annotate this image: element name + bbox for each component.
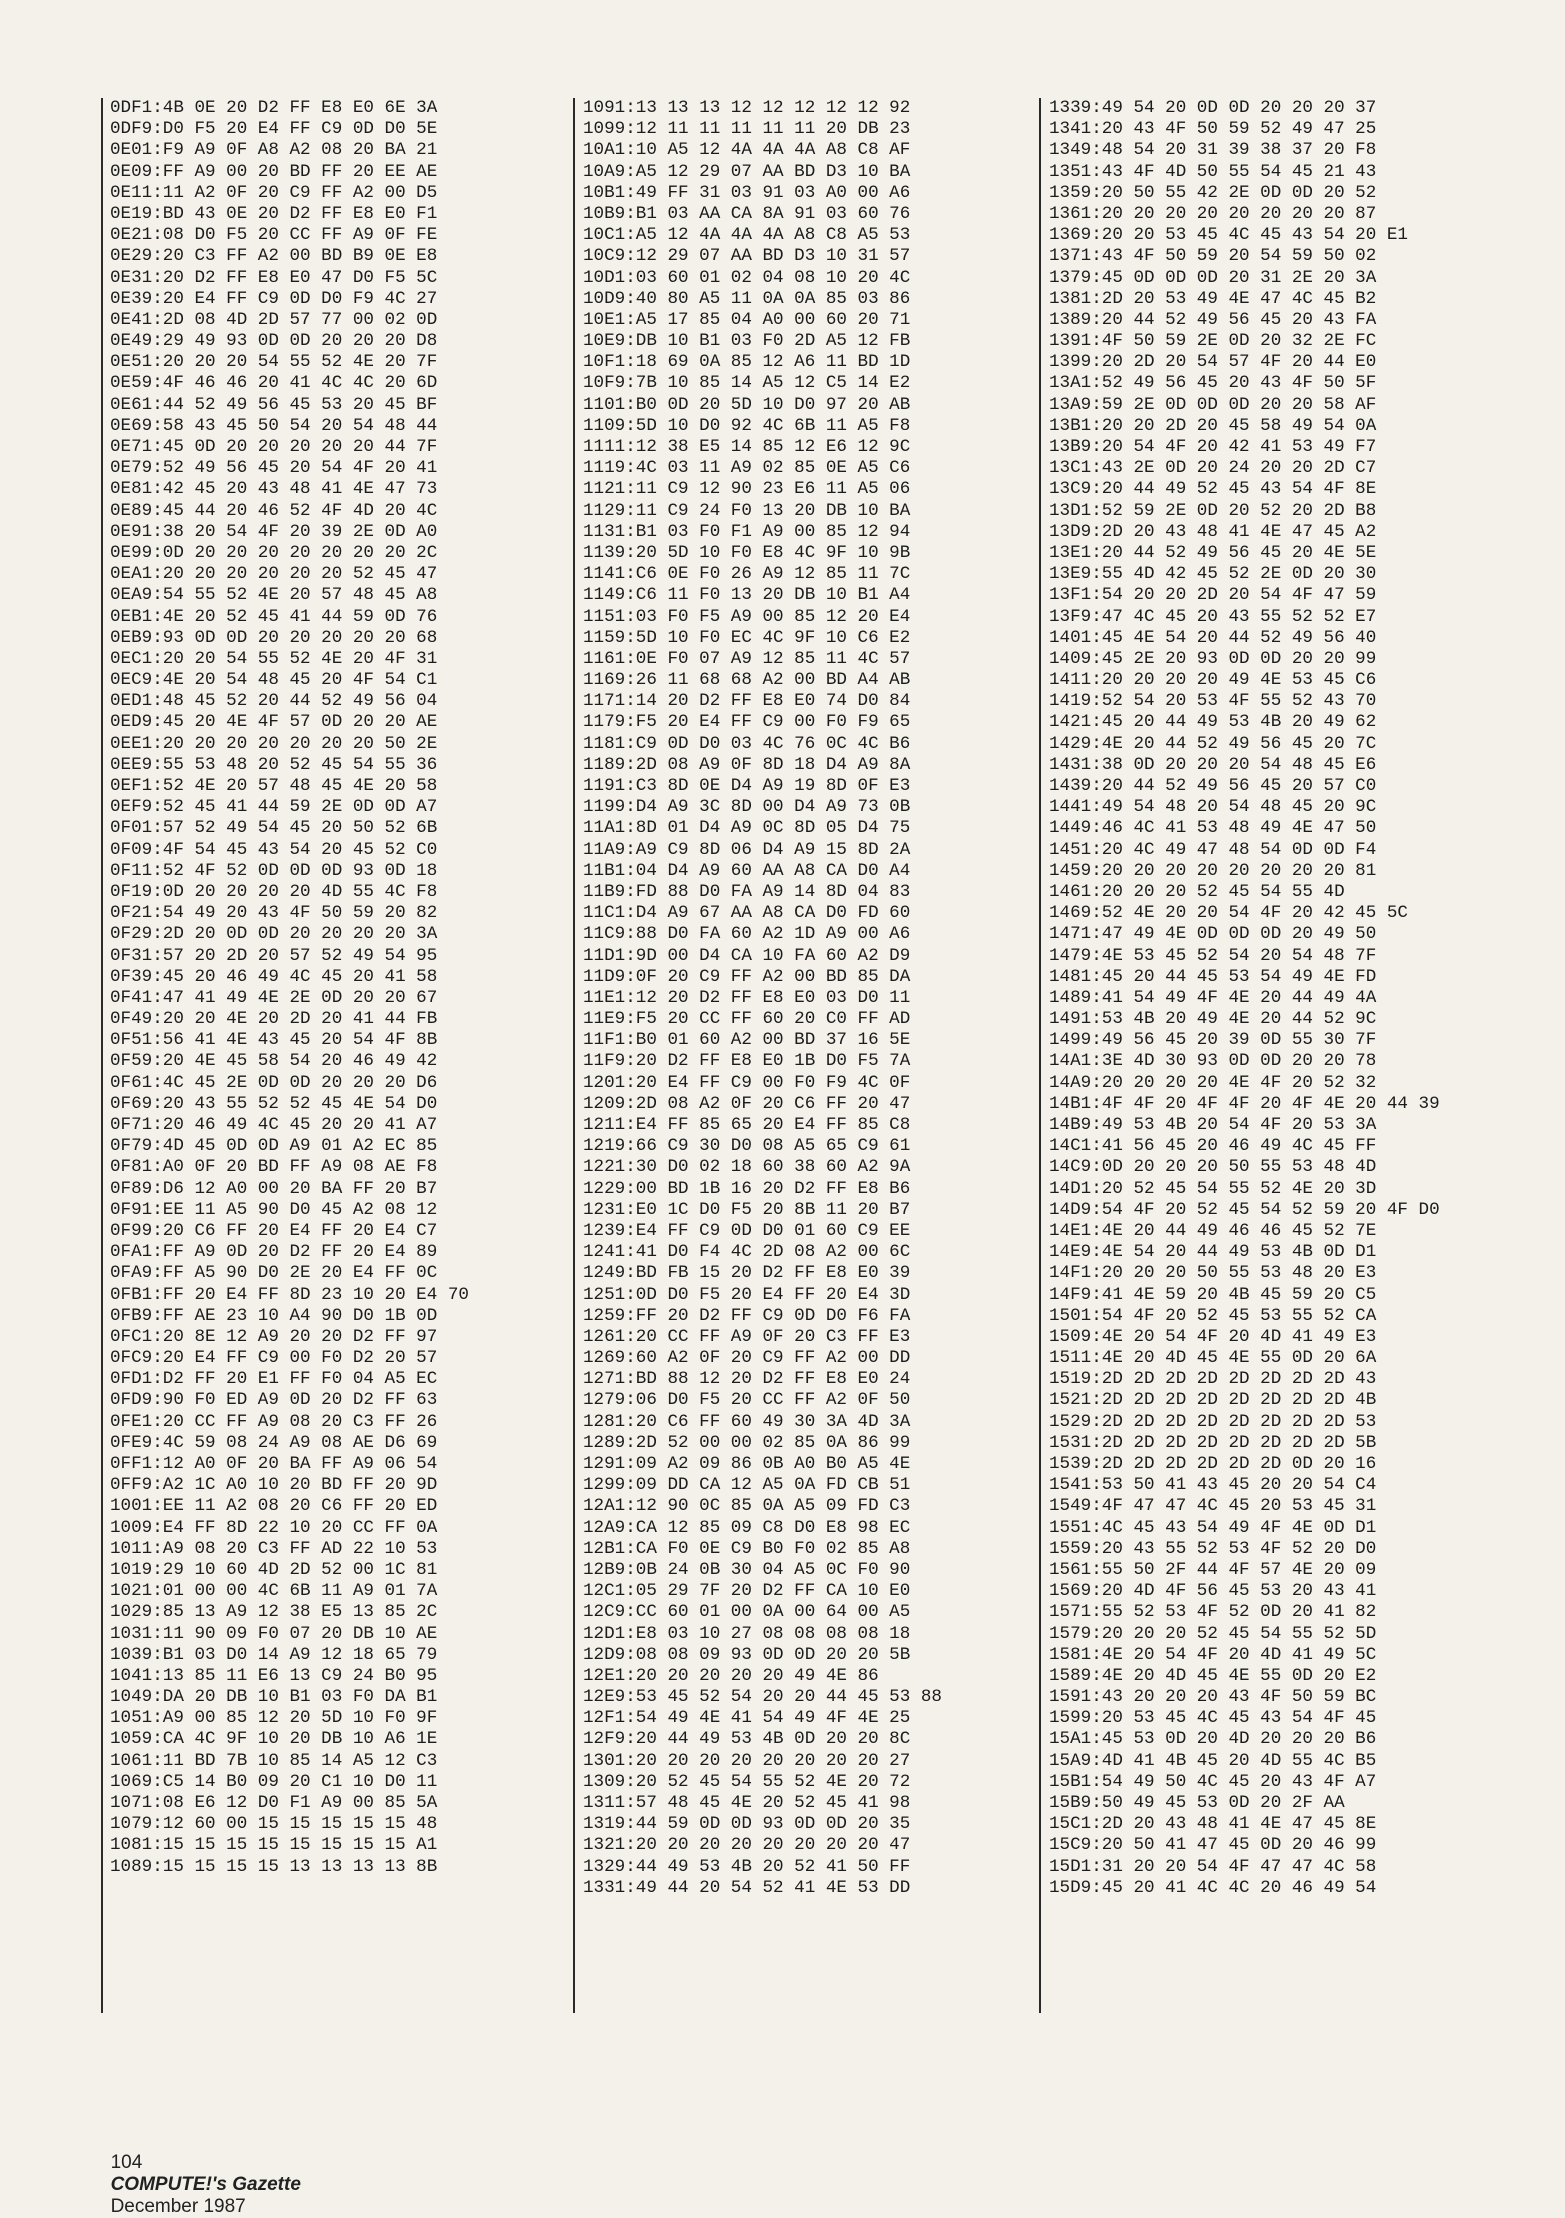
- listing-line: 14F1:20 20 20 50 55 53 48 20 E3: [1049, 1263, 1377, 1284]
- listing-line: 1121:11 C9 12 90 23 E6 11 A5 06: [583, 479, 911, 500]
- listing-line: 13A9:59 2E 0D 0D 0D 20 20 58 AF: [1049, 394, 1377, 415]
- listing-line: 13E1:20 44 52 49 56 45 20 4E 5E: [1049, 542, 1377, 563]
- listing-line: 10E9:DB 10 B1 03 F0 2D A5 12 FB: [583, 331, 911, 352]
- listing-line: 0E49:29 49 93 0D 0D 20 20 20 D8: [110, 331, 438, 352]
- listing-line: 1449:46 4C 41 53 48 49 4E 47 50: [1049, 818, 1377, 839]
- listing-line: 1221:30 D0 02 18 60 38 60 A2 9A: [583, 1157, 911, 1178]
- listing-line: 13F1:54 20 20 2D 20 54 4F 47 59: [1049, 585, 1377, 606]
- listing-line: 0FB1:FF 20 E4 FF 8D 23 10 20 E4 70: [110, 1284, 469, 1305]
- listing-line: 1429:4E 20 44 52 49 56 45 20 7C: [1049, 733, 1377, 754]
- listing-line: 1571:55 52 53 4F 52 0D 20 41 82: [1049, 1602, 1377, 1623]
- listing-line: 0F91:EE 11 A5 90 D0 45 A2 08 12: [110, 1199, 438, 1220]
- listing-line: 10C1:A5 12 4A 4A 4A A8 C8 A5 53: [583, 225, 911, 246]
- listing-line: 11B1:04 D4 A9 60 AA A8 CA D0 A4: [583, 860, 911, 881]
- listing-line: 11C1:D4 A9 67 AA A8 CA D0 FD 60: [583, 903, 911, 924]
- listing-line: 1539:2D 2D 2D 2D 2D 2D 0D 20 16: [1049, 1454, 1377, 1474]
- listing-line: 10C9:12 29 07 AA BD D3 10 31 57: [583, 246, 911, 267]
- listing-line: 0EE9:55 53 48 20 52 45 54 55 36: [110, 754, 438, 775]
- listing-line: 12D9:08 08 09 93 0D 0D 20 20 5B: [583, 1644, 911, 1665]
- listing-line: 1199:D4 A9 3C 8D 00 D4 A9 73 0B: [583, 797, 911, 818]
- listing-line: 0F79:4D 45 0D 0D A9 01 A2 EC 85: [110, 1136, 438, 1157]
- hex-listing-column-2: [583, 98, 1033, 2006]
- listing-line: 0F21:54 49 20 43 4F 50 59 20 82: [110, 903, 438, 924]
- listing-line: 1239:E4 FF C9 0D D0 01 60 C9 EE: [583, 1220, 911, 1241]
- listing-line: 1181:C9 0D D0 03 4C 76 0C 4C B6: [583, 733, 911, 754]
- listing-line: 1201:20 E4 FF C9 00 F0 F9 4C 0F: [583, 1072, 911, 1093]
- listing-line: 1379:45 0D 0D 0D 20 31 2E 20 3A: [1049, 267, 1377, 288]
- listing-line: 14E1:4E 20 44 49 46 46 45 52 7E: [1049, 1220, 1377, 1241]
- listing-line: 0EA1:20 20 20 20 20 20 52 45 47: [110, 564, 438, 585]
- listing-line: 1589:4E 20 4D 45 4E 55 0D 20 E2: [1049, 1665, 1377, 1686]
- listing-line: 14C9:0D 20 20 20 50 55 53 48 4D: [1049, 1157, 1377, 1178]
- listing-line: 1549:4F 47 47 4C 45 20 53 45 31: [1049, 1496, 1377, 1517]
- listing-line: 0FA9:FF A5 90 D0 2E 20 E4 FF 0C: [110, 1263, 438, 1284]
- listing-line: 10A1:10 A5 12 4A 4A 4A A8 C8 AF: [583, 140, 911, 161]
- listing-line: 14F9:41 4E 59 20 4B 45 59 20 C5: [1049, 1284, 1377, 1305]
- hex-listing-column-1: [110, 98, 560, 2006]
- listing-line: 1569:20 4D 4F 56 45 53 20 43 41: [1049, 1581, 1377, 1602]
- listing-line: 12A9:CA 12 85 09 C8 D0 E8 98 EC: [583, 1517, 911, 1538]
- listing-line: 1479:4E 53 45 52 54 20 54 48 7F: [1049, 945, 1377, 966]
- listing-line: 1041:13 85 11 E6 13 C9 24 B0 95: [110, 1665, 438, 1686]
- listing-line: 0E29:20 C3 FF A2 00 BD B9 0E E8: [110, 246, 438, 267]
- listing-line: 12A1:12 90 0C 85 0A A5 09 FD C3: [583, 1496, 911, 1517]
- listing-line: 0FA1:FF A9 0D 20 D2 FF 20 E4 89: [110, 1242, 438, 1263]
- listing-line: 10B9:B1 03 AA CA 8A 91 03 60 76: [583, 203, 911, 224]
- listing-line: 0F39:45 20 46 49 4C 45 20 41 58: [110, 966, 438, 987]
- listing-line: 1191:C3 8D 0E D4 A9 19 8D 0F E3: [583, 776, 911, 796]
- listing-line: 1411:20 20 20 20 49 4E 53 45 C6: [1049, 670, 1377, 691]
- listing-line: 0E61:44 52 49 56 45 53 20 45 BF: [110, 394, 438, 415]
- listing-line: 1079:12 60 00 15 15 15 15 15 48: [110, 1814, 438, 1835]
- listing-line: 13D1:52 59 2E 0D 20 52 20 2D B8: [1049, 500, 1377, 521]
- listing-line: 1409:45 2E 20 93 0D 0D 20 20 99: [1049, 648, 1377, 669]
- listing-line: 10F9:7B 10 85 14 A5 12 C5 14 E2: [583, 373, 911, 394]
- listing-line: 1361:20 20 20 20 20 20 20 20 87: [1049, 203, 1377, 224]
- listing-line: 0DF9:D0 F5 20 E4 FF C9 0D D0 5E: [110, 119, 438, 140]
- listing-line: 0F31:57 20 2D 20 57 52 49 54 95: [110, 945, 438, 966]
- listing-line: 1071:08 E6 12 D0 F1 A9 00 85 5A: [110, 1793, 438, 1813]
- listing-line: 0ED1:48 45 52 20 44 52 49 56 04: [110, 691, 438, 712]
- listing-line: 0E09:FF A9 00 20 BD FF 20 EE AE: [110, 161, 438, 182]
- listing-line: 1219:66 C9 30 D0 08 A5 65 C9 61: [583, 1136, 911, 1157]
- listing-line: 1439:20 44 52 49 56 45 20 57 C0: [1049, 776, 1377, 796]
- listing-line: 11D1:9D 00 D4 CA 10 FA 60 A2 D9: [583, 945, 911, 966]
- listing-line: 11F1:B0 01 60 A2 00 BD 37 16 5E: [583, 1030, 911, 1051]
- listing-line: 13F9:47 4C 45 20 43 55 52 52 E7: [1049, 606, 1377, 627]
- listing-line: 0FC1:20 8E 12 A9 20 20 D2 FF 97: [110, 1326, 438, 1347]
- listing-line: 14C1:41 56 45 20 46 49 4C 45 FF: [1049, 1136, 1377, 1157]
- listing-line: 0F29:2D 20 0D 0D 20 20 20 20 3A: [110, 924, 438, 945]
- listing-line: 15D1:31 20 20 54 4F 47 47 4C 58: [1049, 1856, 1377, 1877]
- listing-line: 0EB1:4E 20 52 45 41 44 59 0D 76: [110, 606, 438, 627]
- listing-line: 14A1:3E 4D 30 93 0D 0D 20 20 78: [1049, 1051, 1377, 1072]
- listing-line: 1119:4C 03 11 A9 02 85 0E A5 C6: [583, 458, 911, 479]
- listing-line: 0E91:38 20 54 4F 20 39 2E 0D A0: [110, 521, 438, 542]
- listing-line: 1049:DA 20 DB 10 B1 03 F0 DA B1: [110, 1687, 438, 1708]
- listing-line: 14D9:54 4F 20 52 45 54 52 59 20 4F D0: [1049, 1199, 1440, 1220]
- listing-line: 1129:11 C9 24 F0 13 20 DB 10 BA: [583, 500, 911, 521]
- listing-line: 10B1:49 FF 31 03 91 03 A0 00 A6: [583, 182, 911, 203]
- listing-line: 11F9:20 D2 FF E8 E0 1B D0 F5 7A: [583, 1051, 911, 1072]
- listing-line: 1011:A9 08 20 C3 FF AD 22 10 53: [110, 1538, 438, 1559]
- listing-line: 1261:20 CC FF A9 0F 20 C3 FF E3: [583, 1326, 911, 1347]
- listing-line: 1491:53 4B 20 49 4E 20 44 52 9C: [1049, 1009, 1377, 1030]
- listing-line: 1329:44 49 53 4B 20 52 41 50 FF: [583, 1856, 911, 1877]
- listing-line: 0F71:20 46 49 4C 45 20 20 41 A7: [110, 1115, 438, 1135]
- listing-line: 1259:FF 20 D2 FF C9 0D D0 F6 FA: [583, 1305, 911, 1326]
- listing-line: 14E9:4E 54 20 44 49 53 4B 0D D1: [1049, 1242, 1377, 1263]
- listing-line: 1039:B1 03 D0 14 A9 12 18 65 79: [110, 1644, 438, 1665]
- listing-line: 0DF1:4B 0E 20 D2 FF E8 E0 6E 3A: [110, 98, 438, 118]
- listing-line: 0F89:D6 12 A0 00 20 BA FF 20 B7: [110, 1178, 438, 1199]
- listing-line: 1459:20 20 20 20 20 20 20 20 81: [1049, 860, 1377, 881]
- listing-line: 1419:52 54 20 53 4F 55 52 43 70: [1049, 691, 1377, 712]
- listing-line: 0E19:BD 43 0E 20 D2 FF E8 E0 F1: [110, 203, 438, 224]
- listing-line: 12F1:54 49 4E 41 54 49 4F 4E 25: [583, 1708, 911, 1729]
- listing-line: 1511:4E 20 4D 45 4E 55 0D 20 6A: [1049, 1348, 1377, 1369]
- listing-line: 1289:2D 52 00 00 02 85 0A 86 99: [583, 1432, 911, 1453]
- listing-line: 0EE1:20 20 20 20 20 20 20 50 2E: [110, 733, 438, 754]
- listing-line: 0F01:57 52 49 54 45 20 50 52 6B: [110, 818, 438, 839]
- listing-line: 1291:09 A2 09 86 0B A0 B0 A5 4E: [583, 1454, 911, 1474]
- listing-line: 1061:11 BD 7B 10 85 14 A5 12 C3: [110, 1750, 438, 1771]
- listing-line: 0F61:4C 45 2E 0D 0D 20 20 20 D6: [110, 1072, 438, 1093]
- listing-line: 0F49:20 20 4E 20 2D 20 41 44 FB: [110, 1009, 438, 1030]
- listing-line: 11A9:A9 C9 8D 06 D4 A9 15 8D 2A: [583, 839, 911, 860]
- listing-line: 1301:20 20 20 20 20 20 20 20 27: [583, 1750, 911, 1771]
- page-footer: [100, 2130, 317, 2218]
- listing-line: 11E9:F5 20 CC FF 60 20 C0 FF AD: [583, 1009, 911, 1030]
- page-number: 104: [110, 2152, 143, 2173]
- listing-line: 13B1:20 20 2D 20 45 58 49 54 0A: [1049, 415, 1377, 436]
- listing-line: 10D9:40 80 A5 11 0A 0A 85 03 86: [583, 288, 911, 309]
- listing-line: 1209:2D 08 A2 0F 20 C6 FF 20 47: [583, 1093, 911, 1114]
- issue-date: December 1987: [110, 2196, 246, 2217]
- listing-line: 1029:85 13 A9 12 38 E5 13 85 2C: [110, 1602, 438, 1623]
- listing-line: 1021:01 00 00 4C 6B 11 A9 01 7A: [110, 1581, 438, 1602]
- magazine-name: COMPUTE!'s Gazette: [110, 2174, 301, 2195]
- listing-line: 1109:5D 10 D0 92 4C 6B 11 A5 F8: [583, 415, 911, 436]
- listing-line: 0FF1:12 A0 0F 20 BA FF A9 06 54: [110, 1454, 438, 1474]
- listing-line: 15C1:2D 20 43 48 41 4E 47 45 8E: [1049, 1814, 1377, 1835]
- listing-line: 13D9:2D 20 43 48 41 4E 47 45 A2: [1049, 521, 1377, 542]
- column-divider-middle-1: [573, 98, 575, 2013]
- listing-line: 1111:12 38 E5 14 85 12 E6 12 9C: [583, 437, 911, 457]
- listing-line: 1461:20 20 20 52 45 54 55 4D: [1049, 881, 1345, 902]
- listing-line: 0E31:20 D2 FF E8 E0 47 D0 F5 5C: [110, 267, 438, 288]
- listing-line: 13A1:52 49 56 45 20 43 4F 50 5F: [1049, 373, 1377, 394]
- listing-line: 1281:20 C6 FF 60 49 30 3A 4D 3A: [583, 1411, 911, 1432]
- listing-line: 1169:26 11 68 68 A2 00 BD A4 AB: [583, 670, 911, 691]
- column-divider-left: [101, 98, 103, 2013]
- listing-line: 0E99:0D 20 20 20 20 20 20 20 2C: [110, 542, 438, 563]
- listing-line: 1091:13 13 13 12 12 12 12 12 92: [583, 98, 911, 118]
- listing-line: 10F1:18 69 0A 85 12 A6 11 BD 1D: [583, 352, 911, 373]
- listing-line: 0EF9:52 45 41 44 59 2E 0D 0D A7: [110, 797, 438, 818]
- listing-line: 0F59:20 4E 45 58 54 20 46 49 42: [110, 1051, 438, 1072]
- listing-line: 1389:20 44 52 49 56 45 20 43 FA: [1049, 309, 1377, 330]
- listing-line: 1381:2D 20 53 49 4E 47 4C 45 B2: [1049, 288, 1377, 309]
- listing-line: 1131:B1 03 F0 F1 A9 00 85 12 94: [583, 521, 911, 542]
- listing-line: 0F09:4F 54 45 43 54 20 45 52 C0: [110, 839, 438, 860]
- listing-line: 0F19:0D 20 20 20 20 4D 55 4C F8: [110, 881, 438, 902]
- column-divider-middle-2: [1039, 98, 1041, 2013]
- listing-line: 12F9:20 44 49 53 4B 0D 20 20 8C: [583, 1729, 911, 1750]
- listing-line: 1231:E0 1C D0 F5 20 8B 11 20 B7: [583, 1199, 911, 1220]
- listing-line: 1229:00 BD 1B 16 20 D2 FF E8 B6: [583, 1178, 911, 1199]
- listing-line: 1561:55 50 2F 44 4F 57 4E 20 09: [1049, 1559, 1377, 1580]
- listing-line: 10A9:A5 12 29 07 AA BD D3 10 BA: [583, 161, 911, 182]
- listing-line: 1069:C5 14 B0 09 20 C1 10 D0 11: [110, 1771, 438, 1792]
- listing-line: 1099:12 11 11 11 11 11 20 DB 23: [583, 119, 911, 140]
- listing-line: 0F41:47 41 49 4E 2E 0D 20 20 67: [110, 987, 438, 1008]
- listing-line: 1089:15 15 15 15 13 13 13 13 8B: [110, 1856, 438, 1877]
- listing-line: 13C1:43 2E 0D 20 24 20 20 2D C7: [1049, 458, 1377, 479]
- listing-line: 1171:14 20 D2 FF E8 E0 74 D0 84: [583, 691, 911, 712]
- listing-line: 12C1:05 29 7F 20 D2 FF CA 10 E0: [583, 1581, 911, 1602]
- listing-line: 1141:C6 0E F0 26 A9 12 85 11 7C: [583, 564, 911, 585]
- listing-line: 12D1:E8 03 10 27 08 08 08 08 18: [583, 1623, 911, 1644]
- listing-line: 1031:11 90 09 F0 07 20 DB 10 AE: [110, 1623, 438, 1644]
- listing-line: 1319:44 59 0D 0D 93 0D 0D 20 35: [583, 1814, 911, 1835]
- listing-line: 1241:41 D0 F4 4C 2D 08 A2 00 6C: [583, 1242, 911, 1263]
- listing-line: 12B1:CA F0 0E C9 B0 F0 02 85 A8: [583, 1538, 911, 1559]
- listing-line: 0F99:20 C6 FF 20 E4 FF 20 E4 C7: [110, 1220, 438, 1241]
- listing-line: 1529:2D 2D 2D 2D 2D 2D 2D 2D 53: [1049, 1411, 1377, 1432]
- listing-line: 1279:06 D0 F5 20 CC FF A2 0F 50: [583, 1390, 911, 1411]
- listing-line: 1179:F5 20 E4 FF C9 00 F0 F9 65: [583, 712, 911, 733]
- listing-line: 0E69:58 43 45 50 54 20 54 48 44: [110, 415, 438, 436]
- listing-line: 1249:BD FB 15 20 D2 FF E8 E0 39: [583, 1263, 911, 1284]
- listing-line: 0EF1:52 4E 20 57 48 45 4E 20 58: [110, 776, 438, 796]
- listing-line: 1441:49 54 48 20 54 48 45 20 9C: [1049, 797, 1377, 818]
- listing-line: 0FD9:90 F0 ED A9 0D 20 D2 FF 63: [110, 1390, 438, 1411]
- listing-line: 1211:E4 FF 85 65 20 E4 FF 85 C8: [583, 1115, 911, 1135]
- listing-line: 1271:BD 88 12 20 D2 FF E8 E0 24: [583, 1369, 911, 1390]
- listing-line: 1139:20 5D 10 F0 E8 4C 9F 10 9B: [583, 542, 911, 563]
- listing-line: 1309:20 52 45 54 55 52 4E 20 72: [583, 1771, 911, 1792]
- listing-line: 1149:C6 11 F0 13 20 DB 10 B1 A4: [583, 585, 911, 606]
- listing-line: 1151:03 F0 F5 A9 00 85 12 20 E4: [583, 606, 911, 627]
- listing-line: 11C9:88 D0 FA 60 A2 1D A9 00 A6: [583, 924, 911, 945]
- listing-line: 1101:B0 0D 20 5D 10 D0 97 20 AB: [583, 394, 911, 415]
- listing-line: 13B9:20 54 4F 20 42 41 53 49 F7: [1049, 437, 1377, 457]
- listing-line: 0F51:56 41 4E 43 45 20 54 4F 8B: [110, 1030, 438, 1051]
- listing-line: 15C9:20 50 41 47 45 0D 20 46 99: [1049, 1835, 1377, 1856]
- listing-line: 1599:20 53 45 4C 45 43 54 4F 45: [1049, 1708, 1377, 1729]
- listing-line: 1059:CA 4C 9F 10 20 DB 10 A6 1E: [110, 1729, 438, 1750]
- listing-line: 1321:20 20 20 20 20 20 20 20 47: [583, 1835, 911, 1856]
- listing-line: 12E9:53 45 52 54 20 20 44 45 53 88: [583, 1687, 942, 1708]
- listing-line: 0E81:42 45 20 43 48 41 4E 47 73: [110, 479, 438, 500]
- listing-line: 1481:45 20 44 45 53 54 49 4E FD: [1049, 966, 1377, 987]
- listing-line: 1399:20 2D 20 54 57 4F 20 44 E0: [1049, 352, 1377, 373]
- listing-line: 0E71:45 0D 20 20 20 20 20 44 7F: [110, 437, 438, 457]
- listing-line: 0EB9:93 0D 0D 20 20 20 20 20 68: [110, 627, 438, 648]
- listing-line: 0FE1:20 CC FF A9 08 20 C3 FF 26: [110, 1411, 438, 1432]
- listing-line: 1331:49 44 20 54 52 41 4E 53 DD: [583, 1877, 911, 1898]
- listing-line: 1451:20 4C 49 47 48 54 0D 0D F4: [1049, 839, 1377, 860]
- listing-line: 0FE9:4C 59 08 24 A9 08 AE D6 69: [110, 1432, 438, 1453]
- listing-line: 15A1:45 53 0D 20 4D 20 20 20 B6: [1049, 1729, 1377, 1750]
- listing-line: 15B1:54 49 50 4C 45 20 43 4F A7: [1049, 1771, 1377, 1792]
- listing-line: 0F11:52 4F 52 0D 0D 0D 93 0D 18: [110, 860, 438, 881]
- listing-line: 1161:0E F0 07 A9 12 85 11 4C 57: [583, 648, 911, 669]
- listing-line: 1471:47 49 4E 0D 0D 0D 20 49 50: [1049, 924, 1377, 945]
- listing-line: 11D9:0F 20 C9 FF A2 00 BD 85 DA: [583, 966, 911, 987]
- listing-line: 1359:20 50 55 42 2E 0D 0D 20 52: [1049, 182, 1377, 203]
- listing-line: 12C9:CC 60 01 00 0A 00 64 00 A5: [583, 1602, 911, 1623]
- listing-line: 1591:43 20 20 20 43 4F 50 59 BC: [1049, 1687, 1377, 1708]
- listing-line: 0E59:4F 46 46 20 41 4C 4C 20 6D: [110, 373, 438, 394]
- listing-line: 15A9:4D 41 4B 45 20 4D 55 4C B5: [1049, 1750, 1377, 1771]
- listing-line: 1401:45 4E 54 20 44 52 49 56 40: [1049, 627, 1377, 648]
- listing-line: 0FD1:D2 FF 20 E1 FF F0 04 A5 EC: [110, 1369, 438, 1390]
- hex-listing-column-3: [1049, 98, 1499, 2006]
- listing-line: 14D1:20 52 45 54 55 52 4E 20 3D: [1049, 1178, 1377, 1199]
- listing-line: 0E01:F9 A9 0F A8 A2 08 20 BA 21: [110, 140, 438, 161]
- listing-line: 14B9:49 53 4B 20 54 4F 20 53 3A: [1049, 1115, 1377, 1135]
- listing-line: 1299:09 DD CA 12 A5 0A FD CB 51: [583, 1475, 911, 1496]
- listing-line: 14A9:20 20 20 20 4E 4F 20 52 32: [1049, 1072, 1377, 1093]
- listing-line: 1371:43 4F 50 59 20 54 59 50 02: [1049, 246, 1377, 267]
- listing-line: 12B9:0B 24 0B 30 04 A5 0C F0 90: [583, 1559, 911, 1580]
- listing-line: 1019:29 10 60 4D 2D 52 00 1C 81: [110, 1559, 438, 1580]
- listing-line: 1579:20 20 20 52 45 54 55 52 5D: [1049, 1623, 1377, 1644]
- listing-line: 15D9:45 20 41 4C 4C 20 46 49 54: [1049, 1877, 1377, 1898]
- listing-line: 1521:2D 2D 2D 2D 2D 2D 2D 2D 4B: [1049, 1390, 1377, 1411]
- listing-line: 1311:57 48 45 4E 20 52 45 41 98: [583, 1793, 911, 1813]
- listing-line: 1431:38 0D 20 20 20 54 48 45 E6: [1049, 754, 1377, 775]
- listing-line: 12E1:20 20 20 20 20 49 4E 86: [583, 1665, 879, 1686]
- listing-line: 1541:53 50 41 43 45 20 20 54 C4: [1049, 1475, 1377, 1496]
- listing-line: 1559:20 43 55 52 53 4F 52 20 D0: [1049, 1538, 1377, 1559]
- listing-line: 0F69:20 43 55 52 52 45 4E 54 D0: [110, 1093, 438, 1114]
- listing-line: 1189:2D 08 A9 0F 8D 18 D4 A9 8A: [583, 754, 911, 775]
- listing-line: 1489:41 54 49 4F 4E 20 44 49 4A: [1049, 987, 1377, 1008]
- listing-line: 0E89:45 44 20 46 52 4F 4D 20 4C: [110, 500, 438, 521]
- listing-line: 1369:20 20 53 45 4C 45 43 54 20 E1: [1049, 225, 1408, 246]
- listing-line: 0EA9:54 55 52 4E 20 57 48 45 A8: [110, 585, 438, 606]
- listing-line: 14B1:4F 4F 20 4F 4F 20 4F 4E 20 44 39: [1049, 1093, 1440, 1114]
- listing-line: 1251:0D D0 F5 20 E4 FF 20 E4 3D: [583, 1284, 911, 1305]
- listing-line: 1499:49 56 45 20 39 0D 55 30 7F: [1049, 1030, 1377, 1051]
- listing-line: 0EC1:20 20 54 55 52 4E 20 4F 31: [110, 648, 438, 669]
- listing-line: 1001:EE 11 A2 08 20 C6 FF 20 ED: [110, 1496, 438, 1517]
- listing-line: 0E51:20 20 20 54 55 52 4E 20 7F: [110, 352, 438, 373]
- listing-line: 0ED9:45 20 4E 4F 57 0D 20 20 AE: [110, 712, 438, 733]
- listing-line: 0E39:20 E4 FF C9 0D D0 F9 4C 27: [110, 288, 438, 309]
- listing-line: 1421:45 20 44 49 53 4B 20 49 62: [1049, 712, 1377, 733]
- listing-line: 0FB9:FF AE 23 10 A4 90 D0 1B 0D: [110, 1305, 438, 1326]
- listing-line: 1269:60 A2 0F 20 C9 FF A2 00 DD: [583, 1348, 911, 1369]
- listing-line: 1009:E4 FF 8D 22 10 20 CC FF 0A: [110, 1517, 438, 1538]
- listing-line: 11E1:12 20 D2 FF E8 E0 03 D0 11: [583, 987, 911, 1008]
- listing-line: 0FF9:A2 1C A0 10 20 BD FF 20 9D: [110, 1475, 438, 1496]
- listing-line: 10D1:03 60 01 02 04 08 10 20 4C: [583, 267, 911, 288]
- listing-line: 0E11:11 A2 0F 20 C9 FF A2 00 D5: [110, 182, 438, 203]
- listing-line: 13E9:55 4D 42 45 52 2E 0D 20 30: [1049, 564, 1377, 585]
- listing-line: 1531:2D 2D 2D 2D 2D 2D 2D 2D 5B: [1049, 1432, 1377, 1453]
- listing-line: 1081:15 15 15 15 15 15 15 15 A1: [110, 1835, 438, 1856]
- listing-line: 1581:4E 20 54 4F 20 4D 41 49 5C: [1049, 1644, 1377, 1665]
- listing-line: 1351:43 4F 4D 50 55 54 45 21 43: [1049, 161, 1377, 182]
- listing-line: 1501:54 4F 20 52 45 53 55 52 CA: [1049, 1305, 1377, 1326]
- listing-line: 15B9:50 49 45 53 0D 20 2F AA: [1049, 1793, 1345, 1813]
- listing-line: 1469:52 4E 20 20 54 4F 20 42 45 5C: [1049, 903, 1408, 924]
- listing-line: 13C9:20 44 49 52 45 43 54 4F 8E: [1049, 479, 1377, 500]
- listing-line: 1341:20 43 4F 50 59 52 49 47 25: [1049, 119, 1377, 140]
- listing-line: 1349:48 54 20 31 39 38 37 20 F8: [1049, 140, 1377, 161]
- listing-line: 1509:4E 20 54 4F 20 4D 41 49 E3: [1049, 1326, 1377, 1347]
- listing-line: 0E79:52 49 56 45 20 54 4F 20 41: [110, 458, 438, 479]
- listing-line: 0F81:A0 0F 20 BD FF A9 08 AE F8: [110, 1157, 438, 1178]
- listing-line: 10E1:A5 17 85 04 A0 00 60 20 71: [583, 309, 911, 330]
- listing-line: 11B9:FD 88 D0 FA A9 14 8D 04 83: [583, 881, 911, 902]
- listing-line: 1051:A9 00 85 12 20 5D 10 F0 9F: [110, 1708, 438, 1729]
- listing-line: 0FC9:20 E4 FF C9 00 F0 D2 20 57: [110, 1348, 438, 1369]
- listing-line: 0EC9:4E 20 54 48 45 20 4F 54 C1: [110, 670, 438, 691]
- listing-line: 0E21:08 D0 F5 20 CC FF A9 0F FE: [110, 225, 438, 246]
- listing-line: 1391:4F 50 59 2E 0D 20 32 2E FC: [1049, 331, 1377, 352]
- listing-line: 1551:4C 45 43 54 49 4F 4E 0D D1: [1049, 1517, 1377, 1538]
- listing-line: 1159:5D 10 F0 EC 4C 9F 10 C6 E2: [583, 627, 911, 648]
- listing-line: 0E41:2D 08 4D 2D 57 77 00 02 0D: [110, 309, 438, 330]
- listing-line: 1519:2D 2D 2D 2D 2D 2D 2D 2D 43: [1049, 1369, 1377, 1390]
- listing-line: 11A1:8D 01 D4 A9 0C 8D 05 D4 75: [583, 818, 911, 839]
- listing-line: 1339:49 54 20 0D 0D 20 20 20 37: [1049, 98, 1377, 118]
